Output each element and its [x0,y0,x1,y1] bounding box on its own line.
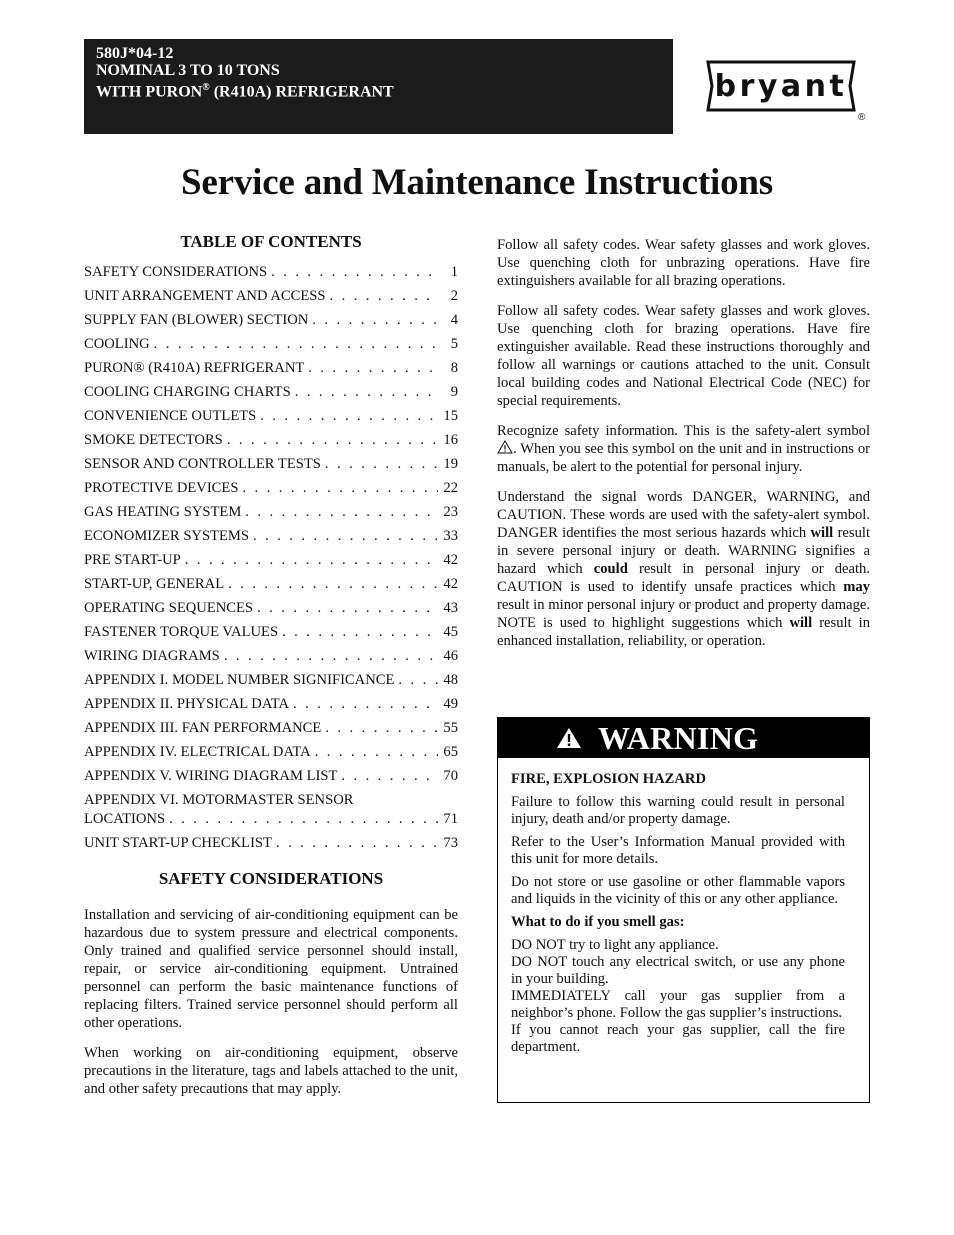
toc-item[interactable] [84,528,458,552]
toc-leader-dots [242,480,438,497]
toc-item-page: 1 [450,264,458,280]
right-paragraph-3: Recognize safety information. This is the safety-alert symbol . When you see this symbol on the unit and in instructions or manuals, be alert to the potential for personal injury. [497,423,870,475]
toc-item-page: 73 [443,835,458,851]
right-paragraph-1: Follow all safety codes. Wear safety glasses and work gloves. Use quenching cloth for unbrazing operations. Have fire extinguishers available for all brazing operations. [497,237,870,289]
hazard-title: FIRE, EXPLOSION HAZARD [511,771,707,787]
toc-leader-dots [154,336,438,353]
toc-item[interactable] [84,600,458,624]
toc-leader-dots [308,360,438,377]
toc-item-page: 42 [443,576,458,592]
right-paragraph-4: Understand the signal words DANGER, WARNING, and CAUTION. These words are used with the safety-alert symbol. DANGER identifies the most serious hazards which will result in severe personal injury or death. WARNING signifies a hazard which could result in personal injury or death. CAUTION is used to identify unsafe practices which may result in minor personal injury or product and property damage. NOTE is used to highlight suggestions which will result in enhanced installation, reliability, or operation. [497,489,870,649]
toc-item-page: 55 [443,720,458,736]
warning-paragraph-2: Refer to the User’s Information Manual provided with this unit for more details. [511,834,845,867]
toc-item-page: 16 [443,432,458,448]
tonnage: NOMINAL 3 TO 10 TONS [96,62,280,79]
toc-leader-dots [253,528,438,545]
toc-item-label: GAS HEATING SYSTEM [84,504,242,520]
warning-box [497,717,870,1103]
gas-instruction: DO NOT touch any electrical switch, or use any phone in your building. [511,954,845,987]
toc-leader-dots [260,408,438,425]
toc-item-page: 9 [450,384,458,400]
toc-item-label: APPENDIX IV. ELECTRICAL DATA [84,744,311,760]
table-of-contents [84,264,458,792]
toc-item-label: OPERATING SEQUENCES [84,600,254,616]
toc-item-label: PRE START-UP [84,552,181,568]
toc-item-page: 71 [443,811,458,827]
toc-item[interactable] [84,336,458,360]
right-column [497,236,870,662]
page-title: Service and Maintenance Instructions [181,162,773,203]
toc-item[interactable] [84,456,458,480]
toc-item[interactable] [84,768,458,792]
toc-leader-dots [315,744,438,761]
toc-item-label: START-UP, GENERAL [84,576,225,592]
toc-item[interactable] [84,576,458,600]
toc-leader-dots [282,624,438,641]
toc-item-label: APPENDIX III. FAN PERFORMANCE [84,720,322,736]
toc-item-page: 48 [443,672,458,688]
toc-item[interactable] [84,696,458,720]
toc-leader-dots [228,576,438,593]
toc-leader-dots [295,384,438,401]
warning-content [498,758,869,1056]
toc-item[interactable] [84,360,458,384]
toc-item-page: 43 [443,600,458,616]
toc-item[interactable] [84,720,458,744]
toc-item-page: 42 [443,552,458,568]
toc-item-page: 22 [443,480,458,496]
toc-item[interactable] [84,288,458,312]
toc-leader-dots [325,456,438,473]
gas-smell-heading: What to do if you smell gas: [511,914,685,930]
toc-item-page: 19 [443,456,458,472]
toc-leader-dots [293,696,438,713]
toc-item-page: 15 [443,408,458,424]
toc-item-page: 70 [443,768,458,784]
logo-registered-mark: ® [858,112,866,123]
toc-item-page: 33 [443,528,458,544]
toc-item-page: 2 [450,288,458,304]
safety-alert-icon [497,440,513,454]
toc-item-label: FASTENER TORQUE VALUES [84,624,279,640]
toc-item-label: PURON® (R410A) REFRIGERANT [84,360,305,376]
gas-instruction: IMMEDIATELY call your gas supplier from a neighbor’s phone. Follow the gas supplier’s instructions. [511,988,845,1021]
toc-item[interactable] [84,264,458,288]
bryant-logo [702,58,860,114]
toc-item-page: 65 [443,744,458,760]
toc-item-label: ECONOMIZER SYSTEMS [84,528,250,544]
toc-item[interactable] [84,408,458,432]
toc-item-label: APPENDIX I. MODEL NUMBER SIGNIFICANCE [84,672,395,688]
toc-item-page: 8 [450,360,458,376]
logo-text: bryant [714,69,848,104]
toc-leader-dots [169,811,438,828]
toc-leader-dots [276,835,438,852]
toc-item-page: 5 [450,336,458,352]
toc-item-page: 46 [443,648,458,664]
toc-item-label: SMOKE DETECTORS [84,432,223,448]
warning-bar [498,718,869,758]
gas-instruction: DO NOT try to light any appliance. [511,937,719,953]
toc-item[interactable] [84,835,458,859]
toc-item-label: LOCATIONS [84,811,166,827]
toc-leader-dots [312,312,438,329]
toc-leader-dots [271,264,438,281]
toc-leader-dots [257,600,438,617]
toc-item-page: 45 [443,624,458,640]
right-paragraph-2: Follow all safety codes. Wear safety glasses and work gloves. Use quenching cloth for brazing operations. Have fire extinguisher available. Read these instructions thoroughly and follow all warnings or cautions attached to the unit. Consult local building codes and National Electrical Code (NEC) for special requirements. [497,303,870,409]
toc-item[interactable] [84,432,458,456]
warning-paragraph-3: Do not store or use gasoline or other flammable vapors and liquids in the vicinity of this or any other appliance. [511,874,845,907]
toc-leader-dots [330,288,438,305]
refrigerant-line: WITH PURON® (R410A) REFRIGERANT [96,82,394,101]
toc-item[interactable] [84,744,458,768]
toc-item[interactable] [84,811,458,835]
toc-item-label: WIRING DIAGRAMS [84,648,220,664]
toc-item-label: UNIT ARRANGEMENT AND ACCESS [84,288,326,304]
toc-leader-dots [224,648,438,665]
safety-paragraph-2: When working on air-conditioning equipment, observe precautions in the literature, tags and labels attached to the unit, and other safety precautions that may apply. [84,1045,458,1097]
toc-item-label: SENSOR AND CONTROLLER TESTS [84,456,321,472]
toc-leader-dots [341,768,438,785]
toc-item-label: APPENDIX II. PHYSICAL DATA [84,696,290,712]
left-column [84,232,458,1110]
toc-item-label: UNIT START-UP CHECKLIST [84,835,272,851]
toc-item-label: CONVENIENCE OUTLETS [84,408,257,424]
toc-item-label: APPENDIX V. WIRING DIAGRAM LIST [84,768,338,784]
toc-item-label: COOLING CHARGING CHARTS [84,384,291,400]
toc-item[interactable] [84,480,458,504]
toc-item-label: SUPPLY FAN (BLOWER) SECTION [84,312,309,328]
toc-item[interactable] [84,624,458,648]
toc-leader-dots [185,552,438,569]
toc-item[interactable] [84,384,458,408]
gas-instruction: If you cannot reach your gas supplier, call the fire department. [511,1022,845,1055]
model-number: 580J*04-12 [96,45,174,62]
warning-paragraph-1: Failure to follow this warning could result in personal injury, death and/or property damage. [511,794,845,827]
toc-item[interactable] [84,552,458,576]
toc-leader-dots [227,432,438,449]
toc-item-label: SAFETY CONSIDERATIONS [84,264,268,280]
safety-paragraph-1: Installation and servicing of air-conditioning equipment can be hazardous due to system pressure and electrical components. Only trained and qualified service personnel should install, repair, or service air-conditioning equipment. Untrained personnel can perform the basic maintenance functions of replacing filters. Trained service personnel should perform all other operations. [84,907,458,1031]
toc-heading: TABLE OF CONTENTS [180,232,362,251]
toc-item-page: 49 [443,696,458,712]
toc-item[interactable] [84,312,458,336]
model-header-box [84,39,673,134]
warning-triangle-icon [556,727,582,749]
safety-heading: SAFETY CONSIDERATIONS [158,869,384,888]
toc-item-page: 23 [443,504,458,520]
toc-leader-dots [398,672,438,689]
toc-item-label: COOLING [84,336,150,352]
warning-label: WARNING [598,719,759,756]
toc-item[interactable] [84,648,458,672]
toc-item[interactable] [84,504,458,528]
toc-leader-dots [325,720,438,737]
toc-item[interactable] [84,672,458,696]
toc-item-label: PROTECTIVE DEVICES [84,480,239,496]
toc-item[interactable]: APPENDIX VI. MOTORMASTER SENSOR [84,792,354,808]
toc-leader-dots [245,504,438,521]
toc-item-page: 4 [450,312,458,328]
